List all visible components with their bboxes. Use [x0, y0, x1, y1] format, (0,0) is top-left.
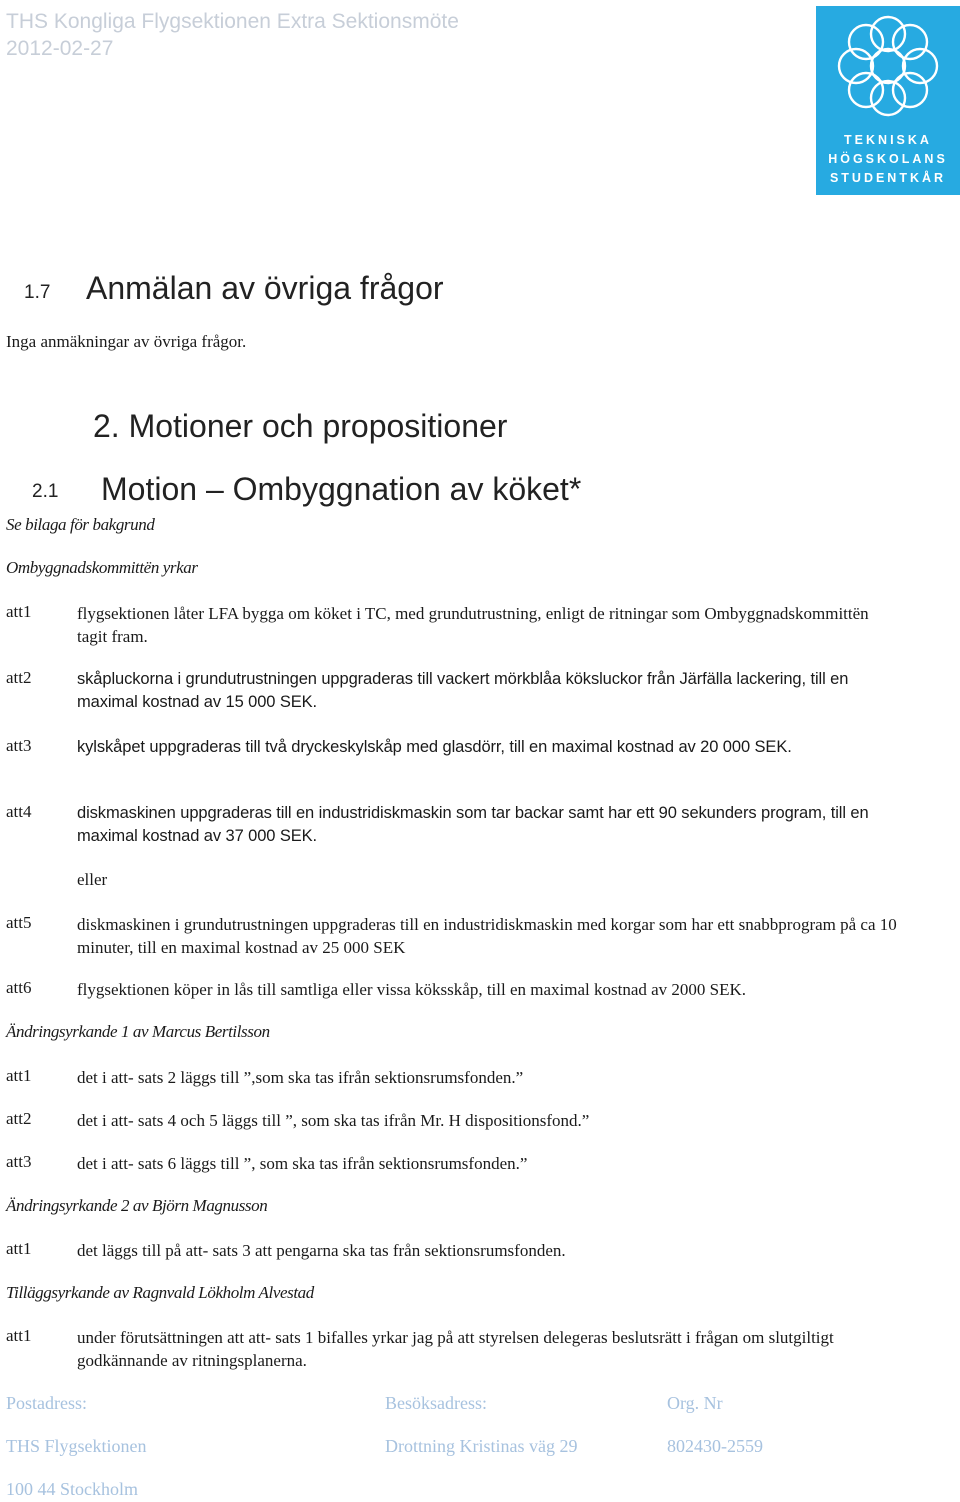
att-text: flygsektionen köper in lås till samtliga eller vissa köksskåp, till en maximal kostnad av 2000 SEK. — [77, 980, 747, 999]
proposer-line: Ombyggnadskommittën yrkar — [6, 558, 198, 577]
att-label: att1 — [6, 1066, 32, 1085]
section-1-7-title: Anmälan av övriga frågor — [86, 270, 444, 306]
att-text: det läggs till på att- sats 3 att pengarna ska tas från sektionsrumsfonden. — [77, 1241, 566, 1260]
amendment-2-title: Ändringsyrkande 2 av Björn Magnusson — [6, 1196, 268, 1215]
att-label: att4 — [6, 802, 32, 821]
amendment-1-title: Ändringsyrkande 1 av Marcus Bertilsson — [6, 1022, 270, 1041]
att-label: att1 — [6, 1326, 32, 1345]
alternative-word: eller — [77, 870, 108, 889]
addition-title: Tilläggsyrkande av Ragnvald Lökholm Alvestad — [6, 1283, 314, 1302]
att-text: kylskåpet uppgraderas till två dryckeskylskåp med glasdörr, till en maximal kostnad av 20 000 SEK. — [77, 738, 792, 756]
document-header-title: THS Kongliga Flygsektionen Extra Sektionsmöte — [6, 10, 459, 33]
footer-postal-name: THS Flygsektionen — [6, 1436, 147, 1456]
footer-postal-label: Postadress: — [6, 1393, 87, 1413]
att-label: att1 — [6, 602, 32, 621]
att-label: att1 — [6, 1239, 32, 1258]
logo-line-2: HÖGSKOLANS — [828, 152, 948, 166]
section-2-1-number: 2.1 — [32, 481, 59, 502]
logo-line-3: STUDENTKÅR — [829, 171, 947, 185]
att-label: att6 — [6, 978, 32, 997]
att-text: under förutsättningen att att- sats 1 bifalles yrkar jag på att styrelsen delegeras beslutsrätt i frågan om slutgiltigt godkännande av ritningsplanerna. — [77, 1328, 834, 1370]
att-text: det i att- sats 2 läggs till ”,som ska tas ifrån sektionsrumsfonden.” — [77, 1068, 524, 1087]
att-label: att5 — [6, 913, 32, 932]
rings-emblem-icon — [816, 6, 960, 131]
footer-postal-city: 100 44 Stockholm — [6, 1479, 139, 1499]
att-label: att3 — [6, 1152, 32, 1171]
document-header-date: 2012-02-27 — [6, 37, 114, 60]
att-text: diskmaskinen uppgraderas till en industridiskmaskin som tar backar samt har ett 90 sekunders program, till en maximal kostnad av 37 000 SEK. — [77, 804, 869, 845]
att-label: att2 — [6, 668, 32, 687]
section-2-heading: 2. Motioner och propositioner — [93, 408, 508, 444]
att-label: att3 — [6, 736, 32, 755]
footer-visit-label: Besöksadress: — [385, 1393, 487, 1413]
att-text: det i att- sats 4 och 5 läggs till ”, som ska tas ifrån Mr. H dispositionsfond.” — [77, 1111, 590, 1130]
footer-org-label: Org. Nr — [667, 1393, 723, 1413]
section-2-1-title: Motion – Ombyggnation av köket* — [101, 471, 582, 507]
att-label: att2 — [6, 1109, 32, 1128]
logo-line-1: TEKNISKA — [844, 133, 932, 147]
footer-visit-address: Drottning Kristinas väg 29 — [385, 1436, 578, 1456]
section-1-7-number: 1.7 — [24, 282, 51, 303]
section-1-7-text: Inga anmäkningar av övriga frågor. — [6, 332, 247, 351]
footer-org-number: 802430-2559 — [667, 1436, 763, 1456]
att-text: flygsektionen låter LFA bygga om köket i TC, med grundutrustning, enligt de ritningar som Ombyggnadskommittën tagit fram. — [77, 604, 869, 646]
att-text: det i att- sats 6 läggs till ”, som ska tas ifrån sektionsrumsfonden.” — [77, 1154, 528, 1173]
att-text: skåpluckorna i grundutrustningen uppgraderas till vackert mörkblåa köksluckor från Järfälla lackering, till en maximal kostnad av 15 000 SEK. — [77, 670, 849, 711]
background-note: Se bilaga för bakgrund — [6, 515, 155, 534]
att-text: diskmaskinen i grundutrustningen uppgraderas till en industridiskmaskin med korgar som har ett snabbprogram på ca 10 minuter, till en maximal kostnad av 25 000 SEK — [77, 915, 897, 957]
logo-wordmark — [816, 131, 960, 188]
ths-logo — [816, 6, 960, 195]
